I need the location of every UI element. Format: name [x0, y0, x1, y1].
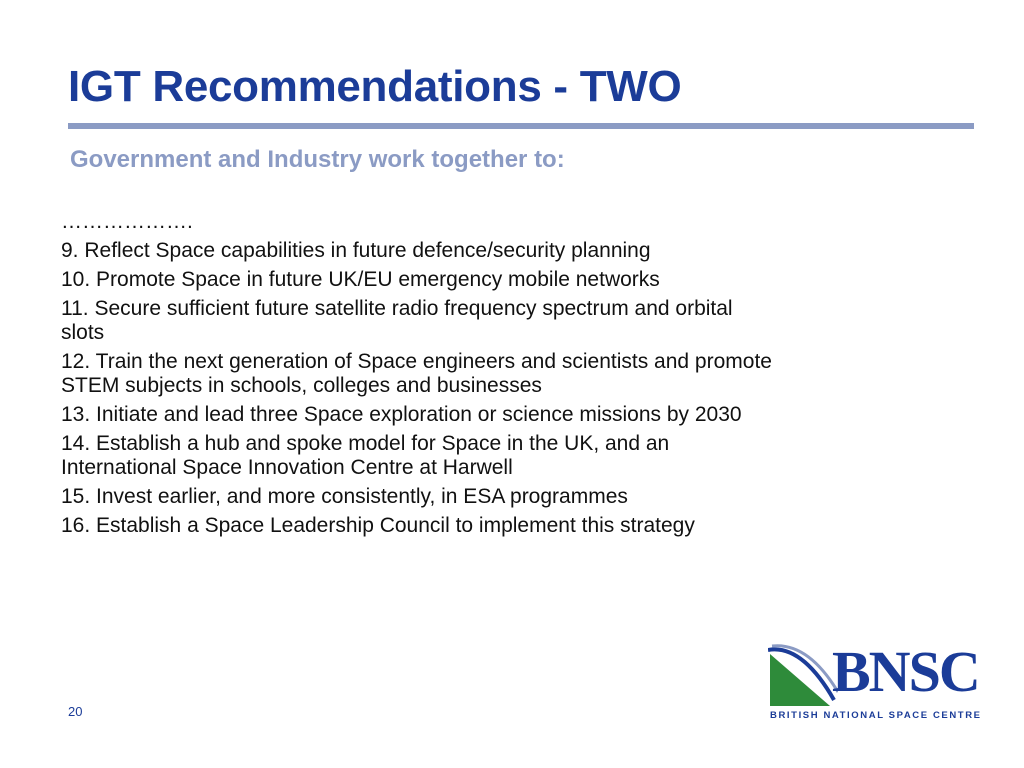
orbit-swoosh-icon: [768, 644, 838, 708]
slide-title: IGT Recommendations - TWO: [68, 62, 682, 111]
recommendation-item-12: 12. Train the next generation of Space engineers and scientists and promote STEM subjects in schools, colleges and businesses: [61, 350, 772, 397]
recommendation-list: [61, 239, 781, 543]
title-divider: [68, 123, 974, 129]
recommendation-item-14: 14. Establish a hub and spoke model for Space in the UK, and an International Space Innovation Centre at Harwell: [61, 432, 670, 479]
slide-subtitle: Government and Industry work together to:: [70, 146, 565, 173]
logo-wordmark: BNSC: [832, 639, 979, 704]
recommendation-item-13: 13. Initiate and lead three Space exploration or science missions by 2030: [61, 403, 742, 426]
bnsc-logo: [768, 639, 982, 724]
recommendation-item-9: 9. Reflect Space capabilities in future defence/security planning: [61, 239, 651, 262]
page-number: 20: [68, 704, 83, 719]
logo-tagline: BRITISH NATIONAL SPACE CENTRE: [770, 710, 982, 721]
recommendation-item-16: 16. Establish a Space Leadership Council to implement this strategy: [61, 514, 695, 537]
continuation-ellipsis: ……………….: [61, 210, 193, 233]
recommendation-item-11: 11. Secure sufficient future satellite radio frequency spectrum and orbital slots: [61, 297, 733, 344]
recommendation-item-10: 10. Promote Space in future UK/EU emergency mobile networks: [61, 268, 660, 291]
recommendation-item-15: 15. Invest earlier, and more consistently, in ESA programmes: [61, 485, 628, 508]
